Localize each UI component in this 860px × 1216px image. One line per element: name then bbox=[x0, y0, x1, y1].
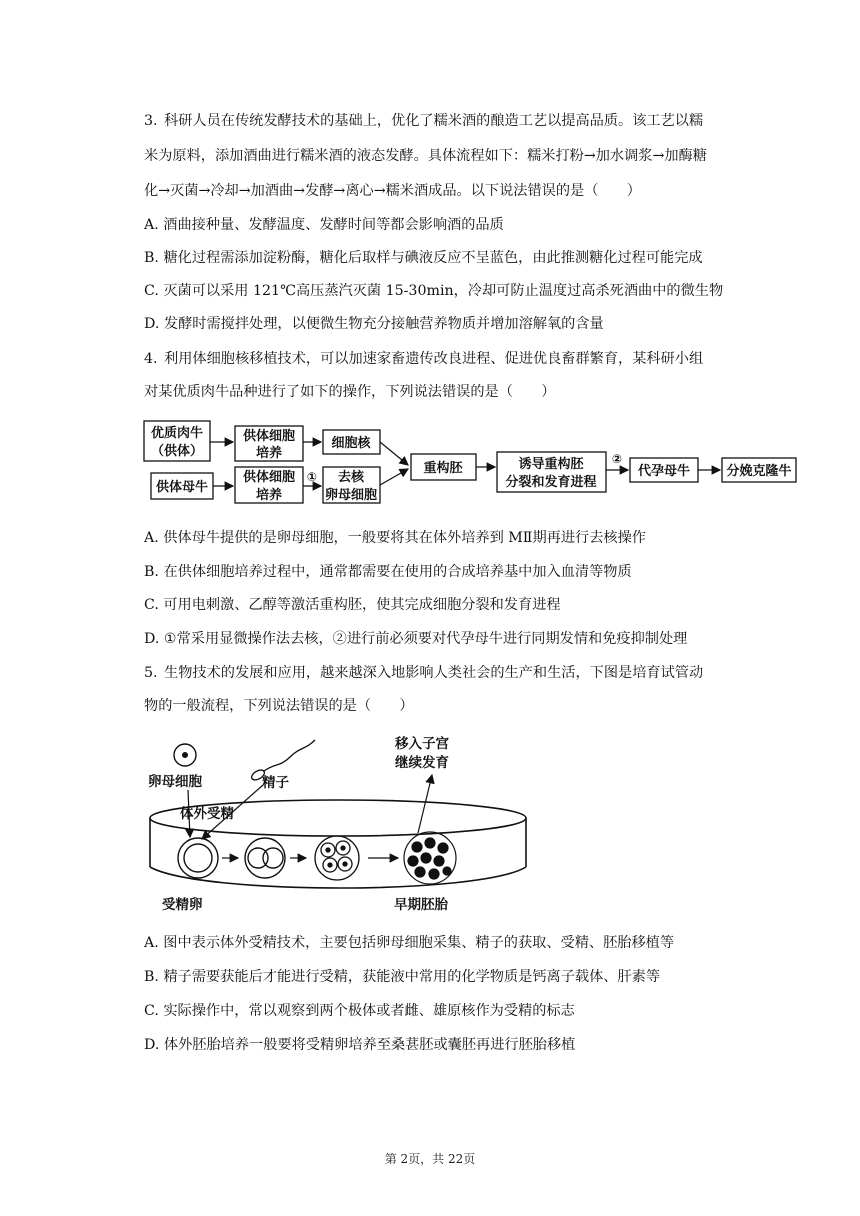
label-oocyte: 卵母细胞 bbox=[148, 774, 202, 790]
q3-number: 3. bbox=[144, 113, 158, 129]
label-embryo: 重构胚 bbox=[423, 461, 463, 476]
label-sperm: 精子 bbox=[262, 775, 289, 791]
label-induce-1: 诱导重构胚 bbox=[518, 457, 584, 472]
label-calf: 分娩克隆牛 bbox=[726, 464, 792, 479]
label-transfer-2: 继续发育 bbox=[395, 755, 449, 771]
q3-option-c: C. 灭菌可以采用 121℃高压蒸汽灭菌 15-30min，冷却可防止温度过高杀死酒曲中的微生物 bbox=[144, 283, 724, 299]
label-induce-2: 分裂和发育进程 bbox=[505, 475, 597, 490]
label-culture2-1: 供体细胞 bbox=[242, 470, 296, 485]
q5-number: 5. bbox=[144, 665, 158, 681]
q5-option-b: B. 精子需要获能后才能进行受精，获能液中常用的化学物质是钙离子载体、肝素等 bbox=[144, 969, 661, 985]
label-culture1-1: 供体细胞 bbox=[242, 429, 296, 444]
early-embryo-icon bbox=[404, 832, 456, 884]
q5-option-d: D. 体外胚胎培养一般要将受精卵培养至桑葚胚或囊胚再进行胚胎移植 bbox=[144, 1037, 576, 1053]
label-donor-1: 优质肉牛 bbox=[150, 426, 204, 441]
q4-option-c: C. 可用电刺激、乙醇等激活重构胚，使其完成细胞分裂和发育进程 bbox=[144, 597, 561, 613]
morula-icon bbox=[315, 836, 359, 880]
zygote-icon bbox=[178, 838, 218, 878]
q5-stem-line2: 物的一般流程，下列说法错误的是（ ） bbox=[144, 698, 414, 714]
q3-stem-line3: 化→灭菌→冷却→加酒曲→发酵→离心→糯米酒成品。以下说法错误的是（ ） bbox=[144, 183, 641, 199]
label-early-embryo: 早期胚胎 bbox=[394, 897, 448, 913]
label-donor-2: （供体） bbox=[150, 444, 204, 459]
q5-ivf-diagram bbox=[140, 735, 540, 920]
label-culture2-2: 培养 bbox=[255, 488, 283, 503]
label-enuc-1: 去核 bbox=[337, 470, 365, 485]
label-mark2: ② bbox=[611, 452, 623, 466]
label-cow: 供体母牛 bbox=[155, 480, 209, 495]
label-enuc-2: 卵母细胞 bbox=[324, 488, 378, 503]
oocyte-icon bbox=[174, 744, 196, 766]
two-cell-icon bbox=[245, 838, 285, 878]
q3-stem-line2: 米为原料，添加酒曲进行糯米酒的液态发酵。具体流程如下：糯米打粉→加水调浆→加酶糖 bbox=[144, 148, 707, 164]
page-footer: 第 2页，共 22页 bbox=[384, 1152, 476, 1166]
label-culture1-2: 培养 bbox=[255, 446, 283, 461]
q5-option-a: A. 图中表示体外受精技术，主要包括卵母细胞采集、精子的获取、受精、胚胎移植等 bbox=[144, 935, 675, 951]
label-mark1: ① bbox=[306, 470, 318, 484]
q4-stem-line2: 对某优质肉牛品种进行了如下的操作，下列说法错误的是（ ） bbox=[144, 384, 556, 400]
q5-option-c: C. 实际操作中，常以观察到两个极体或者雌、雄原核作为受精的标志 bbox=[144, 1003, 575, 1019]
q4-option-d: D. ①常采用显微操作法去核，②进行前必须要对代孕母牛进行同期发情和免疫抑制处理 bbox=[144, 631, 688, 647]
q3-stem-line1: 3. 科研人员在传统发酵技术的基础上，优化了糯米酒的酿造工艺以提高品质。该工艺以糯 bbox=[144, 113, 704, 129]
label-surrogate: 代孕母牛 bbox=[637, 464, 691, 479]
label-ivf: 体外受精 bbox=[180, 806, 234, 822]
q3-option-b: B. 糖化过程需添加淀粉酶，糖化后取样与碘液反应不呈蓝色，由此推测糖化过程可能完成 bbox=[144, 250, 703, 266]
label-zygote: 受精卵 bbox=[162, 897, 203, 913]
q3-option-a: A. 酒曲接种量、发酵温度、发酵时间等都会影响酒的品质 bbox=[144, 217, 504, 233]
q3-option-d: D. 发酵时需搅拌处理，以便微生物充分接触营养物质并增加溶解氧的含量 bbox=[144, 316, 604, 332]
q4-number: 4. bbox=[144, 351, 158, 367]
label-transfer-1: 移入子宫 bbox=[395, 736, 449, 752]
label-nucleus: 细胞核 bbox=[331, 436, 371, 451]
q4-option-b: B. 在供体细胞培养过程中，通常都需要在使用的合成培养基中加入血清等物质 bbox=[144, 564, 632, 580]
q4-stem-line1: 4. 利用体细胞核移植技术，可以加速家畜遗传改良进程、促进优良畜群繁育，某科研小组 bbox=[144, 351, 704, 367]
q5-stem-line1: 5. 生物技术的发展和应用，越来越深入地影响人类社会的生产和生活，下图是培育试管动 bbox=[144, 665, 704, 681]
q4-flow-diagram bbox=[140, 418, 805, 508]
q4-option-a: A. 供体母牛提供的是卵母细胞，一般要将其在体外培养到 MⅡ期再进行去核操作 bbox=[144, 530, 646, 546]
